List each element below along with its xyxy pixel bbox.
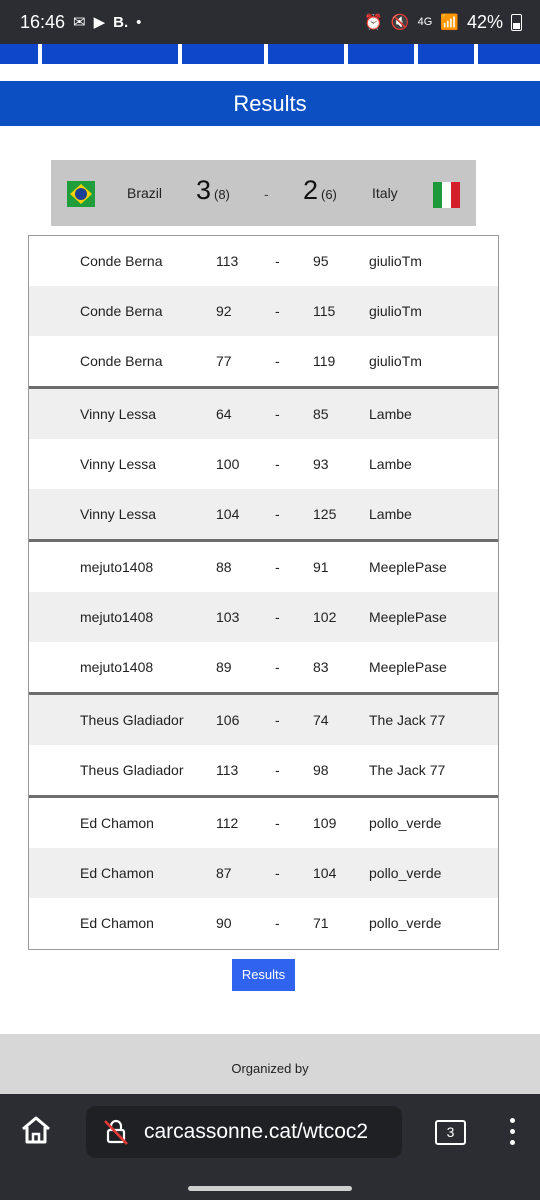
lock-slash-icon[interactable] <box>102 1118 130 1146</box>
score-home: 106 <box>216 712 240 728</box>
player-home: Theus Gladiador <box>80 762 184 778</box>
player-away: MeeplePase <box>369 559 447 575</box>
battery-percent: 42% <box>466 11 503 32</box>
score-separator: - <box>275 659 280 675</box>
nav-tile[interactable] <box>418 44 474 64</box>
player-away: giulioTm <box>369 253 422 269</box>
player-away: pollo_verde <box>369 915 442 931</box>
player-away: Lambe <box>369 456 412 472</box>
score-away: 109 <box>313 815 337 831</box>
score-away: 95 <box>313 253 329 269</box>
player-away: giulioTm <box>369 303 422 319</box>
gmail-icon: ✉ <box>73 14 86 31</box>
score-home: 90 <box>216 915 232 931</box>
player-away: Lambe <box>369 506 412 522</box>
player-home: Conde Berna <box>80 353 163 369</box>
score-home: 77 <box>216 353 232 369</box>
score-away: 71 <box>313 915 329 931</box>
status-bar <box>0 0 540 44</box>
player-home: Vinny Lessa <box>80 456 157 472</box>
match-score-header <box>51 160 476 226</box>
player-home: Theus Gladiador <box>80 712 184 728</box>
table-row <box>29 642 498 692</box>
score-separator: - <box>275 353 280 369</box>
player-away: The Jack 77 <box>369 762 446 778</box>
score-separator: - <box>275 253 280 269</box>
player-away: The Jack 77 <box>369 712 446 728</box>
alarm-icon: ⏰ <box>364 14 383 31</box>
score-away: 83 <box>313 659 329 675</box>
score-home: 113 <box>216 762 239 778</box>
score-away: 91 <box>313 559 329 575</box>
nav-tile[interactable] <box>348 44 414 64</box>
score-separator: - <box>275 815 280 831</box>
results-button[interactable]: Results <box>232 959 295 991</box>
player-home: Conde Berna <box>80 303 163 319</box>
score-separator: - <box>275 456 280 472</box>
score-separator: - <box>275 506 280 522</box>
score-separator: - <box>275 915 280 931</box>
table-row <box>29 695 498 745</box>
score-home: 112 <box>216 815 239 831</box>
score-home: 100 <box>216 456 240 472</box>
mute-icon: 🔇 <box>390 14 410 31</box>
score-home: 113 <box>216 253 239 269</box>
player-away: pollo_verde <box>369 815 442 831</box>
clock: 16:46 <box>20 11 66 32</box>
score-separator: - <box>275 712 280 728</box>
table-row <box>29 389 498 439</box>
youtube-icon: ▶ <box>93 14 106 31</box>
player-away: MeeplePase <box>369 659 447 675</box>
player-home: mejuto1408 <box>80 659 154 675</box>
url-text[interactable]: carcassonne.cat/wtcoc2 <box>144 1120 369 1143</box>
score-separator: - <box>264 186 269 202</box>
score-away: 102 <box>313 609 337 625</box>
gesture-bar[interactable] <box>188 1186 352 1191</box>
player-home: Vinny Lessa <box>80 506 157 522</box>
footer <box>0 1034 540 1094</box>
score-home: 103 <box>216 609 240 625</box>
table-row <box>29 336 498 386</box>
tabs-icon[interactable]: 3 <box>435 1120 466 1145</box>
away-team-name: Italy <box>372 185 398 201</box>
home-team-score: 3 <box>196 175 212 205</box>
b-app-icon: B. <box>113 13 129 31</box>
score-separator: - <box>275 303 280 319</box>
table-row <box>29 286 498 336</box>
score-away: 119 <box>313 353 336 369</box>
player-home: Ed Chamon <box>80 865 154 881</box>
player-home: Vinny Lessa <box>80 406 157 422</box>
table-row <box>29 489 498 539</box>
home-icon[interactable] <box>20 1115 52 1145</box>
score-away: 115 <box>313 303 336 319</box>
score-away: 98 <box>313 762 329 778</box>
table-row <box>29 848 498 898</box>
player-home: Ed Chamon <box>80 915 154 931</box>
nav-tile[interactable] <box>182 44 264 64</box>
browser-toolbar <box>0 1094 540 1200</box>
player-home: Ed Chamon <box>80 815 154 831</box>
score-away: 125 <box>313 506 337 522</box>
away-team-points: (6) <box>321 187 337 202</box>
table-row <box>29 592 498 642</box>
results-table <box>28 235 499 950</box>
player-home: mejuto1408 <box>80 559 154 575</box>
score-separator: - <box>275 609 280 625</box>
table-row <box>29 898 498 948</box>
table-row <box>29 798 498 848</box>
score-home: 87 <box>216 865 232 881</box>
organized-by-label: Organized by <box>231 1061 309 1076</box>
player-away: Lambe <box>369 406 412 422</box>
player-home: mejuto1408 <box>80 609 154 625</box>
player-away: MeeplePase <box>369 609 447 625</box>
brazil-flag-icon <box>67 181 95 207</box>
table-row <box>29 439 498 489</box>
nav-tile[interactable] <box>0 44 38 64</box>
player-away: pollo_verde <box>369 865 442 881</box>
score-home: 88 <box>216 559 232 575</box>
player-home: Conde Berna <box>80 253 163 269</box>
table-row <box>29 236 498 286</box>
page-title: Results <box>0 81 540 126</box>
score-separator: - <box>275 406 280 422</box>
away-team-score: 2 <box>303 175 319 205</box>
score-away: 104 <box>313 865 337 881</box>
nav-tile[interactable] <box>268 44 344 64</box>
player-away: giulioTm <box>369 353 422 369</box>
table-row <box>29 745 498 795</box>
nav-tile[interactable] <box>42 44 178 64</box>
url-bar[interactable] <box>86 1106 402 1158</box>
score-home: 64 <box>216 406 232 422</box>
signal-icon: 📶 <box>440 14 459 31</box>
italy-flag-icon <box>433 182 460 208</box>
network-type: 4G <box>417 16 433 28</box>
battery-icon <box>511 14 522 31</box>
score-home: 89 <box>216 659 232 675</box>
home-team-points: (8) <box>214 187 230 202</box>
home-team-name: Brazil <box>127 185 163 201</box>
menu-icon[interactable] <box>508 1118 516 1148</box>
score-home: 104 <box>216 506 240 522</box>
score-away: 93 <box>313 456 329 472</box>
score-away: 85 <box>313 406 329 422</box>
nav-tile[interactable] <box>478 44 540 64</box>
notification-dot-icon: • <box>136 13 142 31</box>
score-home: 92 <box>216 303 232 319</box>
score-away: 74 <box>313 712 329 728</box>
table-row <box>29 542 498 592</box>
score-separator: - <box>275 762 280 778</box>
top-nav <box>0 44 540 64</box>
score-separator: - <box>275 559 280 575</box>
score-separator: - <box>275 865 280 881</box>
